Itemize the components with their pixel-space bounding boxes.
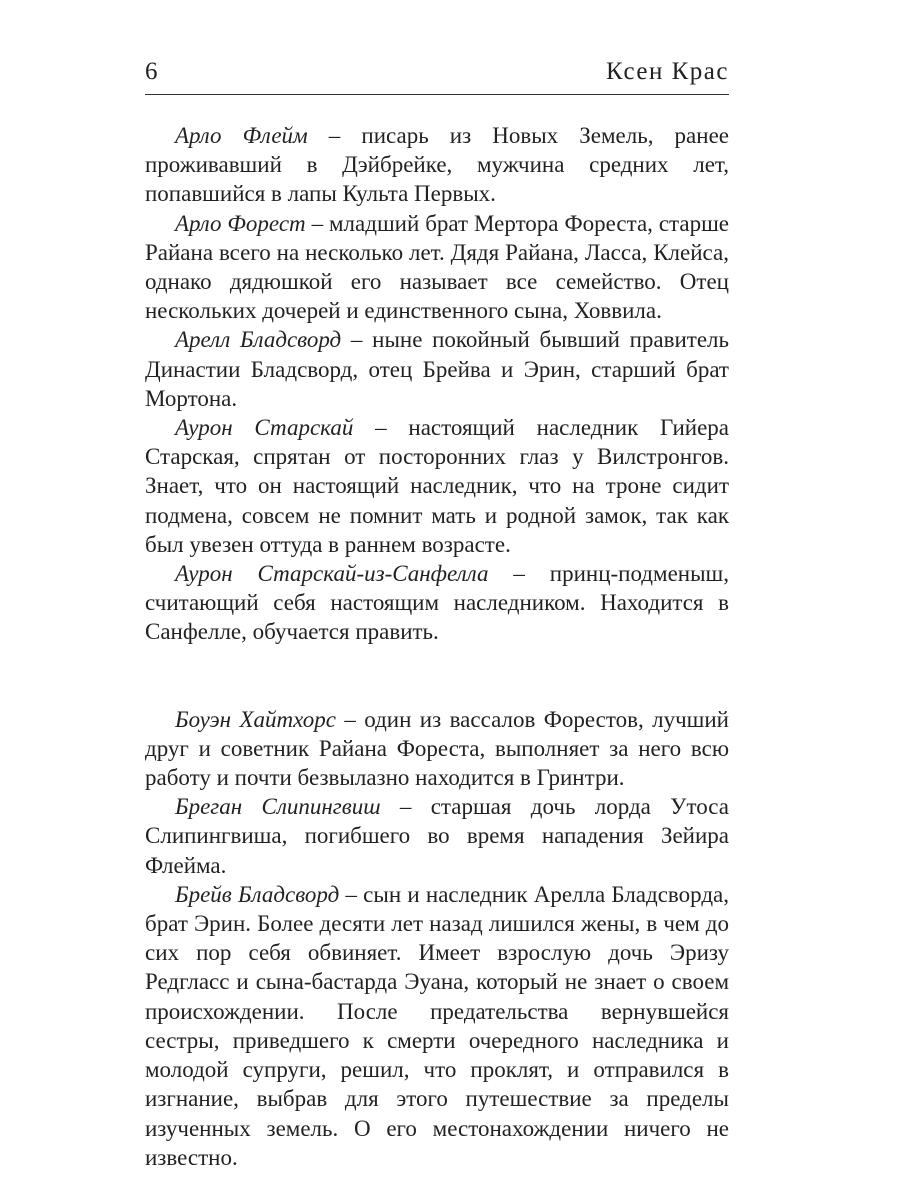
entry-text: – сын и наследник Арелла Бладсворда, брат Эрин. Более десяти лет назад лишился жены, в чем до сих пор себя обвиняет. Имеет взрослую дочь Эризу Редгласс и сына-бастарда Эуана, который не знает о своем происхождении. После предательства вернувшейся сестры, приведшего к смерти очередного наследника и молодой супруги, решил, что проклят, и отправился в изгнание, выбрав для этого путешествие за пределы изученных земель. О его местонахождении ничего не известно. (145, 881, 729, 1170)
glossary-entry (145, 121, 729, 209)
page-number: 6 (145, 58, 158, 85)
entry-text: – ныне покойный бывший правитель Династии Бладсворд, отец Брейва и Эрин, старший брат Мортона. (145, 327, 729, 411)
entry-text: – писарь из Новых Земель, ранее проживавший в Дэйбрейке, мужчина средних лет, попавшийся в лапы Культа Первых. (145, 123, 729, 207)
entry-text: – один из вассалов Форестов, лучший друг и советник Райана Фореста, выполняет за него всю работу и почти безвылазно находится в Гринтри. (145, 706, 729, 791)
glossary-entry (145, 325, 729, 413)
author-name: Ксен Крас (605, 58, 729, 85)
glossary-entry (145, 880, 729, 1172)
entry-text: – принц-подменыш, считающий себя настоящим наследником. Находится в Санфелле, обучается править. (145, 561, 729, 645)
entry-name: Бреган Слипингвиш (175, 794, 381, 820)
glossary-content (145, 121, 729, 1172)
entry-text: – старшая дочь лорда Утоса Слипингвиша, погибшего во время нападения Зейира Флейма. (145, 794, 729, 878)
entry-name: Аурон Старскай (175, 415, 354, 441)
glossary-entry (145, 413, 729, 559)
book-page (145, 52, 729, 1172)
entry-name: Арло Форест (175, 210, 306, 236)
glossary-entry (145, 705, 729, 793)
entry-name: Брейв Бладсворд (175, 881, 340, 907)
entry-text: – младший брат Мертора Фореста, старше Райана всего на несколько лет. Дядя Райана, Ласса, Клейса, однако дядюшкой его называет все семейство. Отец нескольких дочерей и единственного сына, Ховвила. (145, 210, 730, 324)
glossary-entry (145, 792, 729, 880)
section-gap (145, 647, 729, 705)
glossary-entry (145, 559, 729, 647)
entry-text: – настоящий наследник Гийера Старская, спрятан от посторонних глаз у Вилстронгов. Знает, что он настоящий наследник, что на троне сидит подмена, совсем не помнит мать и родной замок, так как был увезен оттуда в раннем возрасте. (145, 415, 729, 557)
entry-name: Боуэн Хайтхорс (175, 706, 336, 732)
entry-name: Арелл Бладсворд (175, 327, 342, 353)
entry-name: Арло Флейм (175, 123, 308, 148)
entry-name: Аурон Старскай-из-Санфелла (175, 561, 489, 587)
glossary-entry (145, 209, 729, 326)
running-head (145, 52, 729, 95)
